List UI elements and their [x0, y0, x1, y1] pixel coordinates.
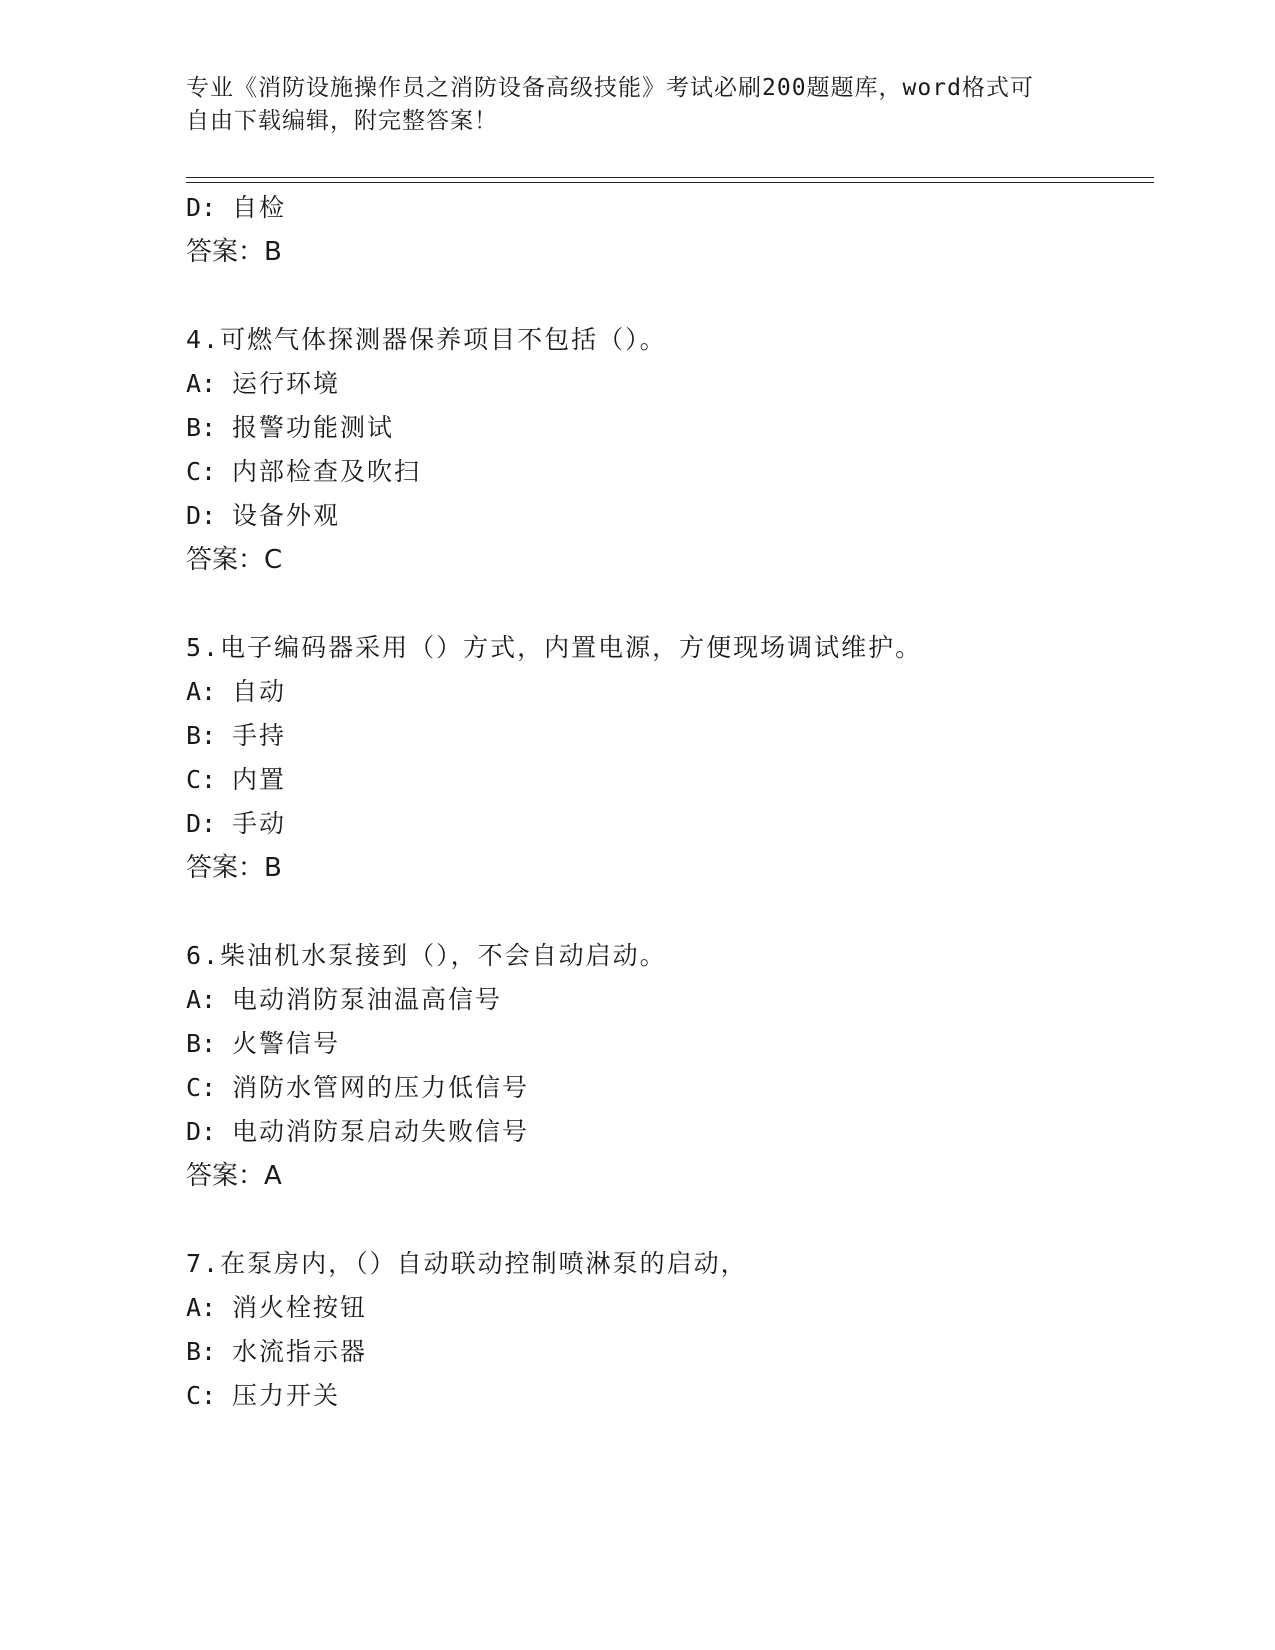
option-d [186, 500, 340, 532]
option-text: 手动 [232, 809, 287, 838]
option-letter: A: [186, 1293, 217, 1322]
option-text: 手持 [232, 721, 287, 750]
option-d [186, 192, 286, 224]
option-letter: C: [186, 1073, 217, 1102]
option-letter: B: [186, 413, 217, 442]
option-a [186, 676, 286, 708]
header-line-1: 专业《消防设施操作员之消防设备高级技能》考试必刷200题题库，word格式可 [186, 75, 1034, 101]
option-c [186, 1072, 529, 1104]
option-text: 电动消防泵油温高信号 [232, 985, 503, 1014]
option-b [186, 1028, 340, 1060]
answer-line: 答案：B [186, 853, 282, 883]
option-text: 消火栓按钮 [232, 1293, 368, 1322]
option-letter: B: [186, 721, 217, 750]
answer-line: 答案：A [186, 1161, 282, 1191]
option-letter: D: [186, 501, 217, 530]
answer-line: 答案：B [186, 237, 282, 267]
option-letter: C: [186, 457, 217, 486]
option-letter: A: [186, 369, 217, 398]
option-text: 水流指示器 [232, 1337, 368, 1366]
option-text: 自检 [232, 193, 287, 222]
option-letter: C: [186, 1381, 217, 1410]
option-c [186, 764, 286, 796]
option-text: 报警功能测试 [232, 413, 395, 442]
question-6: 6.柴油机水泵接到（），不会自动启动。 [186, 941, 667, 970]
header-divider-bottom [186, 182, 1154, 183]
option-letter: D: [186, 809, 217, 838]
option-text: 火警信号 [232, 1029, 341, 1058]
option-b [186, 1336, 367, 1368]
option-text: 设备外观 [232, 501, 341, 530]
option-a [186, 1292, 367, 1324]
option-letter: A: [186, 677, 217, 706]
option-c [186, 456, 421, 488]
option-d [186, 808, 286, 840]
question-5: 5.电子编码器采用（）方式，内置电源，方便现场调试维护。 [186, 633, 923, 662]
question-4: 4.可燃气体探测器保养项目不包括（）。 [186, 325, 667, 354]
option-text: 自动 [232, 677, 287, 706]
header-divider-top [186, 177, 1154, 178]
option-a [186, 368, 340, 400]
option-text: 压力开关 [232, 1381, 341, 1410]
option-letter: D: [186, 1117, 217, 1146]
option-d [186, 1116, 529, 1148]
option-letter: C: [186, 765, 217, 794]
option-letter: B: [186, 1029, 217, 1058]
option-text: 内置 [232, 765, 287, 794]
document-header [186, 72, 1086, 138]
option-letter: A: [186, 985, 217, 1014]
option-letter: D: [186, 193, 217, 222]
option-text: 内部检查及吹扫 [232, 457, 422, 486]
option-b [186, 412, 394, 444]
option-text: 运行环境 [232, 369, 341, 398]
question-7: 7.在泵房内，（）自动联动控制喷淋泵的启动， [186, 1249, 748, 1278]
option-text: 电动消防泵启动失败信号 [232, 1117, 530, 1146]
option-a [186, 984, 502, 1016]
option-b [186, 720, 286, 752]
answer-line: 答案：C [186, 545, 283, 575]
option-letter: B: [186, 1337, 217, 1366]
option-c [186, 1380, 340, 1412]
option-text: 消防水管网的压力低信号 [232, 1073, 530, 1102]
header-line-2: 自由下载编辑，附完整答案！ [186, 108, 498, 134]
